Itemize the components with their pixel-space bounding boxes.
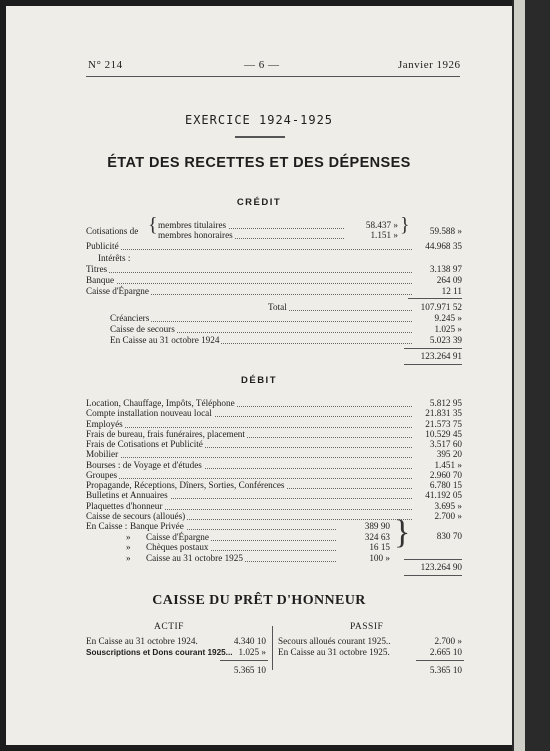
credit-grand-total: 123.264 91 <box>420 351 462 361</box>
issue-number: N° 214 <box>88 59 123 71</box>
passif-heading: PASSIF <box>350 622 384 632</box>
debit-title: DÉBIT <box>241 375 277 386</box>
main-title: ÉTAT DES RECETTES ET DES DÉPENSES <box>107 155 411 171</box>
credit-title: CRÉDIT <box>236 197 282 208</box>
sum-rule <box>404 575 462 576</box>
column-divider <box>272 626 273 670</box>
en-caisse-total: 830 70 <box>436 531 462 541</box>
actif-heading: ACTIF <box>154 622 184 632</box>
sum-rule <box>416 660 464 661</box>
cotisations-total: 59.588 » <box>429 226 462 236</box>
sum-rule <box>404 559 462 560</box>
caisse-pret-title: CAISSE DU PRÊT D'HONNEUR <box>152 593 366 608</box>
title-rule <box>235 136 285 138</box>
interets-label: Intérêts : <box>98 253 131 263</box>
debit-grand-total: 123.264 90 <box>420 562 462 572</box>
document-page: N° 214 — 6 — Janvier 1926 EXERCICE 1924-1925 ÉTAT DES RECETTES ET DES DÉPENSES CRÉDIT Cotisations de { membres titulaires 58.437 » membres honoraires 1.151 » } 59.588 » Publicité 44.968 35 Intérêts : Titres 3.138 97 Banque 264 09 Caisse d'Épargne 12 11 Total 107.971 52 Créanciers 9.245 » Caisse de secours 1.025 » En Caisse au 31 octobre 1924 5.023 39 123.264 91 DÉBIT Location, Chauffage, Impôts, Téléphone 5.812 95 Compte installation nouveau local 21.831 35 Employés 21.573 75 Frais de bureau, frais funéraires, placement 10.529 45 Frais de Cotisations et Publicité 3.517 60 Mobilier 395 20 Bourses : de Voyage et d'études 1.451 » Groupes 2.960 70 Propagande, Réceptions, Dîners, Sorties, Conférences 6.780 15 Bulletins et Annuaires 41.192 05 Plaquettes d'honneur 3.695 » Caisse de secours (alloués) 2.700 » En Caisse : Banque Privée 389 90 » Caisse d'Épargne 324 63 » Chèques postaux 16 15 » Caisse au 31 octobre 1925 100 » } 830 70 123.264 90 CAISSE DU PRÊT D'HONNEUR ACTIF PASSIF En Caisse au 31 octobre 1924. 4.340 10 Souscriptions et Dons courant 1925... 1.025 » 5.365 10 Secours alloués courant 1925.. 2.700 » En Caisse au 31 octobre 1925. 2.665 10 5.365 10 <box>6 6 512 745</box>
cotisations-label: Cotisations de <box>86 226 139 236</box>
passif-total: 5.365 10 <box>429 665 462 675</box>
binding-strip <box>514 0 525 751</box>
exercise-title: EXERCICE 1924-1925 <box>184 113 334 127</box>
brace-icon: } <box>394 514 411 551</box>
sum-rule <box>404 364 462 365</box>
header-rule <box>86 76 460 77</box>
actif-total: 5.365 10 <box>233 665 266 675</box>
brace-icon: { <box>148 214 158 236</box>
en-caisse-label: En Caisse : <box>86 521 128 531</box>
sum-rule <box>220 660 268 661</box>
issue-date: Janvier 1926 <box>398 59 461 71</box>
sum-rule <box>404 348 462 349</box>
sum-rule <box>408 298 462 299</box>
page-number: — 6 — <box>244 59 280 71</box>
brace-icon: } <box>400 214 410 236</box>
